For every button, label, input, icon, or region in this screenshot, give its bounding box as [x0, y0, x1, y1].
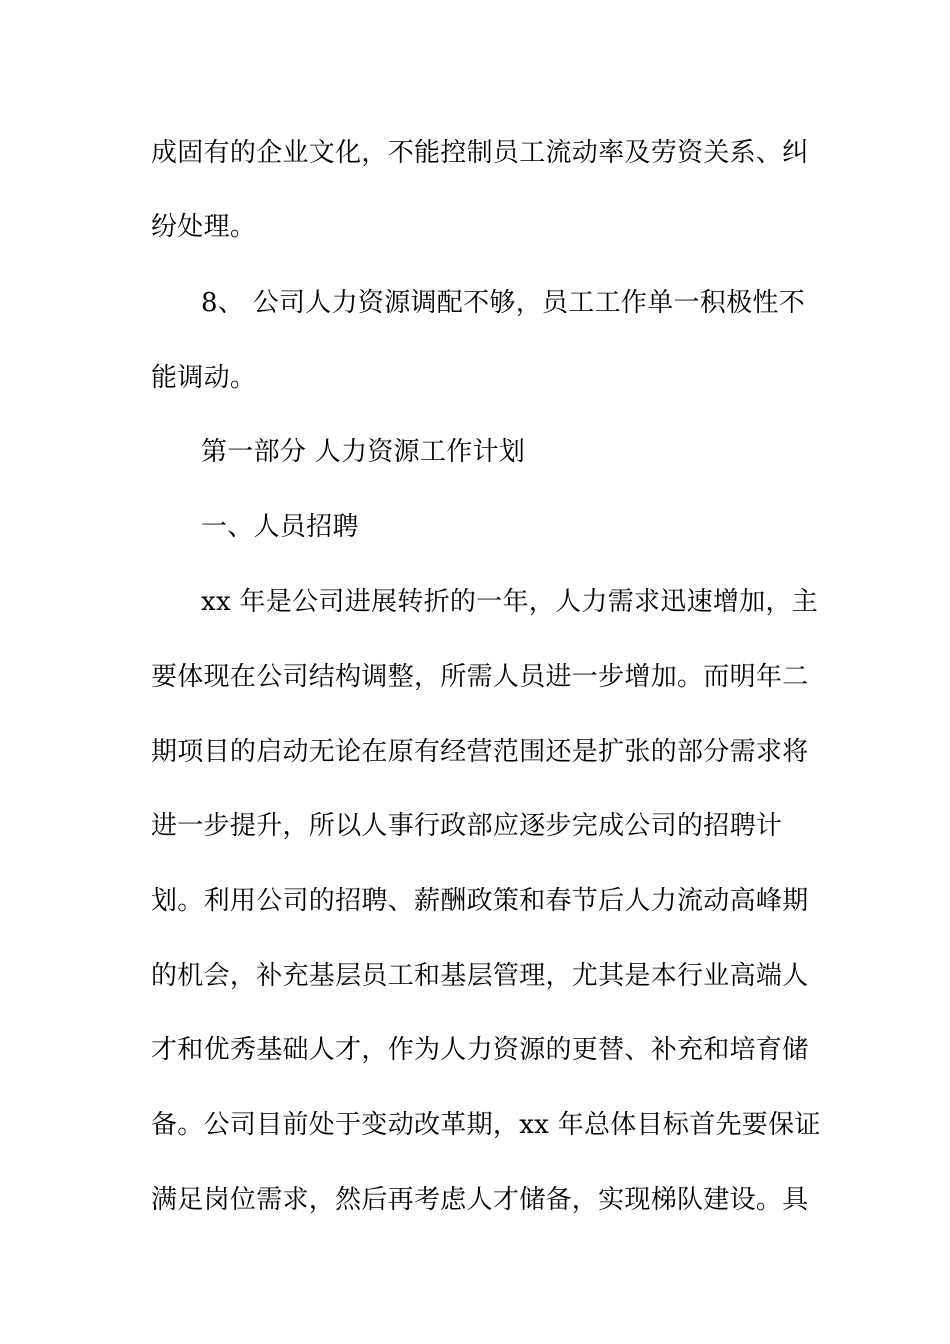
- paragraph-line: 要体现在公司结构调整，所需人员进一步增加。而明年二: [151, 662, 809, 692]
- paragraph-line: 满足岗位需求，然后再考虑人才储备，实现梯队建设。具: [151, 1185, 809, 1215]
- paragraph-line: 纷处理。: [151, 212, 257, 242]
- paragraph-line: 能调动。: [151, 363, 257, 393]
- subsection-heading: 一、人员招聘: [201, 512, 359, 542]
- paragraph-line: 备。公司目前处于变动改革期，xx 年总体目标首先要保证: [151, 1110, 821, 1140]
- paragraph-line: 划。利用公司的招聘、薪酬政策和春节后人力流动高峰期: [151, 886, 809, 916]
- paragraph-line: 才和优秀基础人才，作为人力资源的更替、补充和培育储: [151, 1035, 809, 1065]
- paragraph-line: xx 年是公司进展转折的一年，人力需求迅速增加，主: [201, 587, 819, 617]
- paragraph-line: 期项目的启动无论在原有经营范围还是扩张的部分需求将: [151, 737, 809, 767]
- paragraph-line: 的机会，补充基层员工和基层管理，尤其是本行业高端人: [151, 961, 809, 991]
- paragraph-line: 进一步提升，所以人事行政部应逐步完成公司的招聘计: [151, 811, 783, 841]
- list-item-8: 8、 公司人力资源调配不够，员工工作单一积极性不: [201, 288, 806, 318]
- section-heading: 第一部分 人力资源工作计划: [201, 437, 526, 467]
- paragraph-line: 成固有的企业文化，不能控制员工流动率及劳资关系、纠: [151, 138, 809, 168]
